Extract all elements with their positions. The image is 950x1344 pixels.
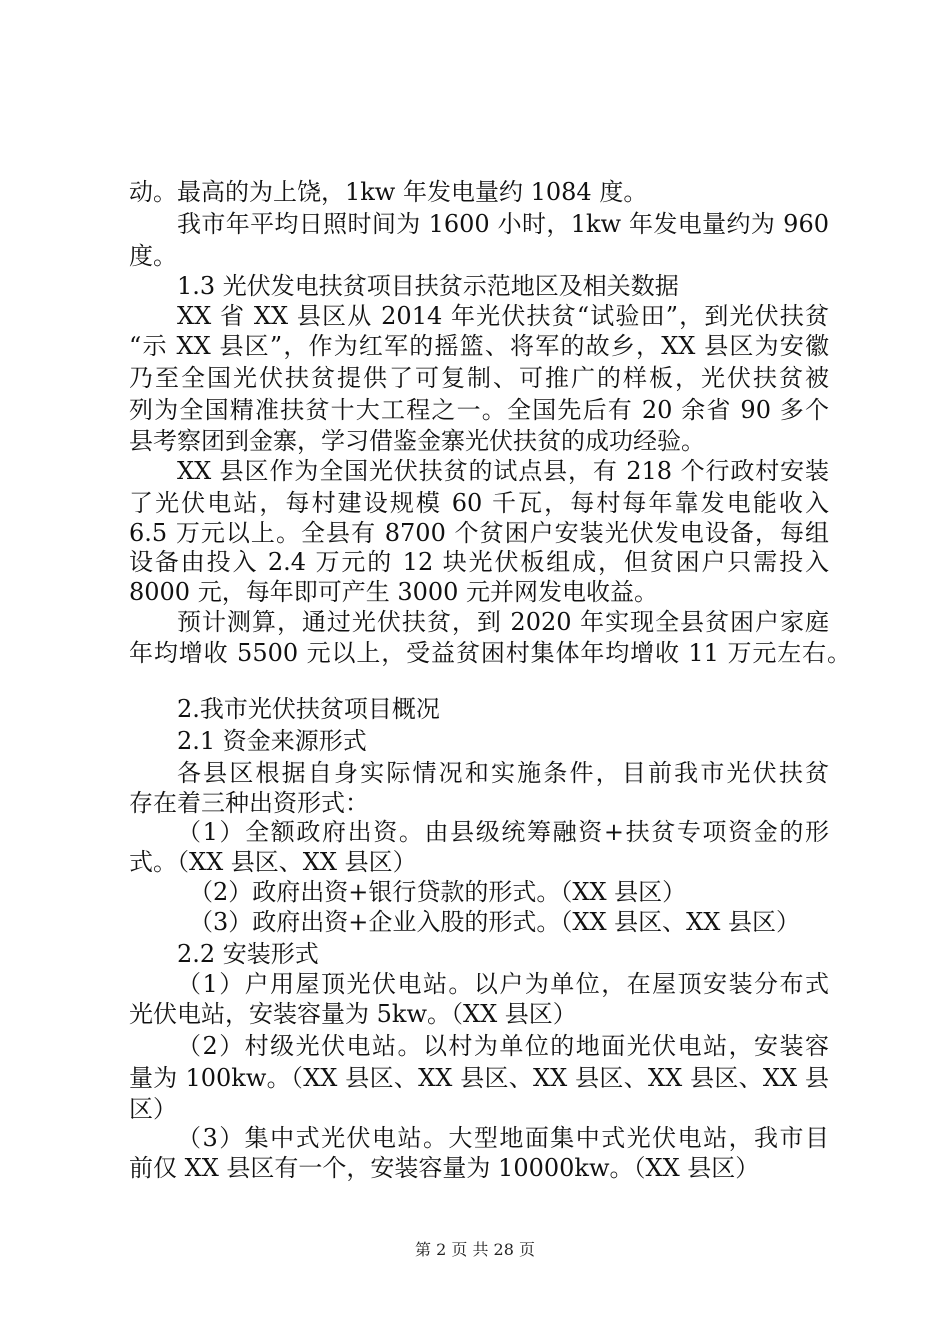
text-line: 6.5 万元以上。全县有 8700 个贫困户安装光伏发电设备，每组 — [129, 519, 829, 547]
section-heading: 2.我市光伏扶贫项目概况 — [177, 695, 440, 723]
section-heading: 2.2 安装形式 — [177, 940, 319, 968]
text-line: XX 县区作为全国光伏扶贫的试点县，有 218 个行政村安装 — [177, 457, 829, 485]
text-line: （2）村级光伏电站。以村为单位的地面光伏电站，安装容 — [177, 1032, 829, 1060]
text-line: XX 省 XX 县区从 2014 年光伏扶贫“试验田”，到光伏扶贫 — [177, 302, 829, 330]
text-line: 设备由投入 2.4 万元的 12 块光伏板组成，但贫困户只需投入 — [129, 548, 829, 576]
section-heading: 1.3 光伏发电扶贫项目扶贫示范地区及相关数据 — [177, 272, 679, 300]
text-line: 存在着三种出资形式： — [129, 789, 369, 817]
text-line: 动。最高的为上饶，1kw 年发电量约 1084 度。 — [129, 178, 648, 206]
text-line: 乃至全国光伏扶贫提供了可复制、可推广的样板，光伏扶贫被 — [129, 364, 829, 392]
text-line: （1）户用屋顶光伏电站。以户为单位，在屋顶安装分布式 — [177, 970, 829, 998]
section-heading: 2.1 资金来源形式 — [177, 727, 367, 755]
text-line: （2）政府出资+银行贷款的形式。（XX 县区） — [189, 878, 687, 906]
text-line: 了光伏电站，每村建设规模 60 千瓦，每村每年靠发电能收入 — [129, 489, 829, 517]
text-line: 8000 元，每年即可产生 3000 元并网发电收益。 — [129, 578, 659, 606]
text-line: 年均增收 5500 元以上，受益贫困村集体年均增收 11 万元左右。 — [129, 639, 851, 667]
text-line: 度。 — [129, 242, 177, 270]
text-line: 量为 100kw。（XX 县区、XX 县区、XX 县区、XX 县区、XX 县 — [129, 1064, 829, 1092]
text-line: 列为全国精准扶贫十大工程之一。全国先后有 20 余省 90 多个 — [129, 396, 829, 424]
text-line: 光伏电站，安装容量为 5kw。（XX 县区） — [129, 1000, 577, 1028]
text-line: “示 XX 县区”，作为红军的摇篮、将军的故乡，XX 县区为安徽 — [129, 332, 829, 360]
text-line: 预计测算，通过光伏扶贫，到 2020 年实现全县贫困户家庭 — [177, 608, 829, 636]
text-line: 前仅 XX 县区有一个，安装容量为 10000kw。（XX 县区） — [129, 1154, 760, 1182]
text-line: 县考察团到金寨，学习借鉴金寨光伏扶贫的成功经验。 — [129, 427, 705, 455]
text-line: 我市年平均日照时间为 1600 小时，1kw 年发电量约为 960 — [177, 210, 829, 238]
text-line: （3）政府出资+企业入股的形式。（XX 县区、XX 县区） — [189, 908, 800, 936]
text-line: 区） — [129, 1095, 177, 1123]
text-line: （3）集中式光伏电站。大型地面集中式光伏电站，我市目 — [177, 1124, 829, 1152]
page-footer: 第 2 页 共 28 页 — [415, 1240, 535, 1259]
text-line: 式。（XX 县区、XX 县区） — [129, 848, 417, 876]
text-line: 各县区根据自身实际情况和实施条件，目前我市光伏扶贫 — [177, 759, 829, 787]
text-line: （1）全额政府出资。由县级统筹融资+扶贫专项资金的形 — [177, 818, 829, 846]
